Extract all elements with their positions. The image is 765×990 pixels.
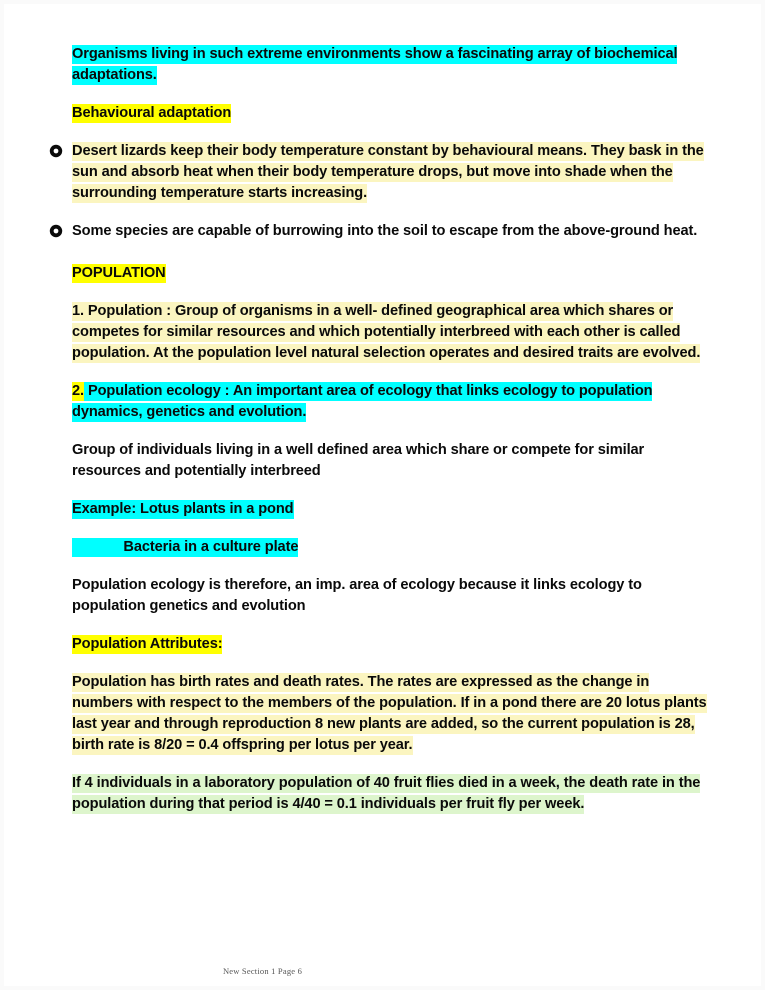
intro-paragraph-text: Organisms living in such extreme environments show a fascinating array of biochemical adaptations. bbox=[72, 46, 678, 83]
ring-bullet-icon bbox=[49, 144, 63, 158]
group-of-individuals-paragraph: Group of individuals living in a well defined area which share or compete for similar resources and potentially interbreed bbox=[72, 442, 645, 479]
death-rate-paragraph bbox=[72, 773, 712, 815]
population-heading-text: POPULATION bbox=[72, 265, 166, 281]
population-ecology-summary-paragraph: Population ecology is therefore, an imp. area of ecology because it links ecology to population genetics and evolution bbox=[72, 577, 642, 614]
page-footer-label: New Section 1 Page 6 bbox=[222, 966, 303, 976]
document-page bbox=[4, 4, 761, 986]
list-item bbox=[49, 141, 712, 204]
list-item-highlight: Desert lizards keep their body temperature constant by behavioural means. They bask in the sun and absorb heat when their body temperature drops, but move into shade when the surrounding temperature starts increasing. bbox=[72, 143, 704, 201]
population-attributes-heading bbox=[72, 634, 712, 655]
example-lotus-line bbox=[72, 499, 712, 520]
population-definition-1 bbox=[72, 301, 712, 364]
intro-paragraph bbox=[72, 44, 712, 86]
population-heading bbox=[72, 263, 712, 284]
list-item bbox=[49, 221, 712, 242]
population-attributes-heading-text: Population Attributes: bbox=[72, 636, 223, 652]
list-item-text: Some species are capable of burrowing into the soil to escape from the above-ground heat. bbox=[72, 223, 698, 239]
example-bacteria-text: Bacteria in a culture plate bbox=[123, 539, 299, 555]
example-bacteria-highlight bbox=[72, 538, 298, 557]
birth-rate-paragraph-text: Population has birth rates and death rates. The rates are expressed as the change in numbers with respect to the members of the population. If in a pond there are 20 lotus plants last year and through reproduction 8 new plants are added, so the current population is 28, birth rate is 8/20 = 0.4 offspring per lotus per year. bbox=[72, 674, 707, 753]
death-rate-paragraph-text: If 4 individuals in a laboratory population of 40 fruit flies died in a week, the death rate in the population during that period is 4/40 = 0.1 individuals per fruit fly per week. bbox=[72, 775, 701, 812]
behavioural-adaptation-heading-text: Behavioural adaptation bbox=[72, 105, 232, 121]
example-bacteria-indent bbox=[72, 539, 123, 555]
population-definition-2-number: 2. bbox=[72, 383, 84, 399]
population-definition-2-text: Population ecology : An important area of ecology that links ecology to population dynamics, genetics and evolution. bbox=[72, 383, 653, 420]
example-bacteria-line bbox=[72, 537, 712, 558]
page-footer bbox=[4, 966, 761, 976]
birth-rate-paragraph bbox=[72, 672, 712, 756]
document-content bbox=[72, 44, 712, 829]
population-definition-2 bbox=[72, 381, 712, 423]
ring-bullet-icon bbox=[49, 224, 63, 238]
behavioural-adaptation-heading bbox=[72, 103, 712, 124]
example-lotus-text: Example: Lotus plants in a pond bbox=[72, 501, 294, 517]
population-definition-1-text: 1. Population : Group of organisms in a well- defined geographical area which shares or competes for similar resources and which potentially interbreed with each other is called population. At the population level natural selection operates and desired traits are evolved. bbox=[72, 303, 701, 361]
list-item-text bbox=[72, 142, 704, 203]
